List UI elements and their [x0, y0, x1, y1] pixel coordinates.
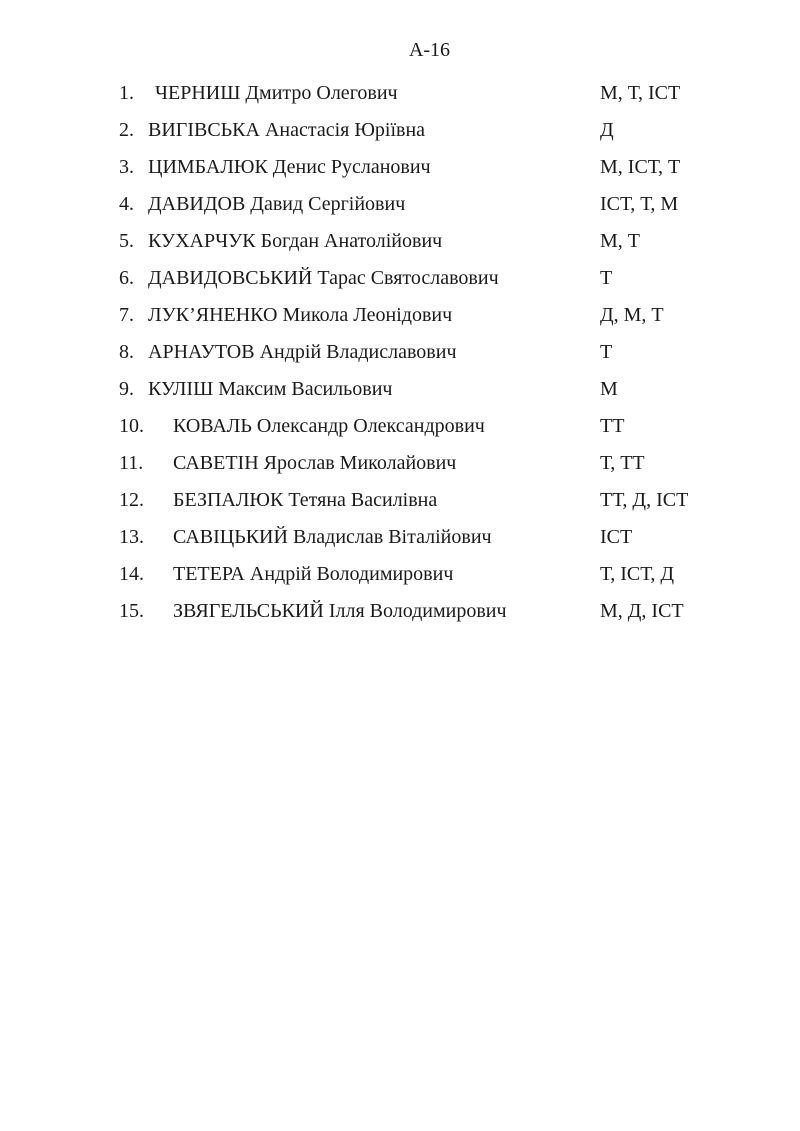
list-item-number: 2. — [119, 119, 134, 141]
list-item-codes: ІСТ, Т, М — [600, 193, 679, 215]
list-item — [119, 601, 779, 621]
list-item-name: САВІЦЬКИЙ Владислав Віталійович — [173, 526, 492, 548]
list-item-name: ЦИМБАЛЮК Денис Русланович — [148, 156, 431, 178]
list-item-name: КУЛІШ Максим Васильович — [148, 378, 393, 400]
list-item-codes: Т — [600, 341, 613, 363]
list-item-name: КОВАЛЬ Олександр Олександрович — [173, 415, 485, 437]
list-item — [119, 83, 779, 103]
list-item-codes: ТТ, Д, ІСТ — [600, 489, 689, 511]
list-item-number: 15. — [119, 600, 144, 622]
list-item-name: ДАВИДОВСЬКИЙ Тарас Святославович — [148, 267, 499, 289]
list-item — [119, 342, 779, 362]
list-item-codes: М, Т — [600, 230, 640, 252]
list-item-name: АРНАУТОВ Андрій Владиславович — [148, 341, 457, 363]
list-item — [119, 194, 779, 214]
list-item — [119, 416, 779, 436]
list-item — [119, 157, 779, 177]
list-item-name: ЗВЯГЕЛЬСЬКИЙ Ілля Володимирович — [173, 600, 507, 622]
list-item-number: 10. — [119, 415, 144, 437]
list-item-name: ДАВИДОВ Давид Сергійович — [148, 193, 406, 215]
list-item-number: 12. — [119, 489, 144, 511]
list-item-name: БЕЗПАЛЮК Тетяна Василівна — [173, 489, 438, 511]
list-item-codes: Т, ТТ — [600, 452, 645, 474]
list-item-codes: М, ІСТ, Т — [600, 156, 681, 178]
list-item-codes: М, Т, ІСТ — [600, 82, 681, 104]
list-item-name: ЛУК’ЯНЕНКО Микола Леонідович — [148, 304, 453, 326]
list-item-number: 11. — [119, 452, 144, 474]
list-item-number: 14. — [119, 563, 144, 585]
list-item-codes: ТТ — [600, 415, 625, 437]
list-item-codes: Т — [600, 267, 613, 289]
list-item — [119, 527, 779, 547]
list-item-name: ЧЕРНИШ Дмитро Олегович — [155, 82, 398, 104]
list-item — [119, 379, 779, 399]
list-item-number: 13. — [119, 526, 144, 548]
list-item-number: 5. — [119, 230, 134, 252]
list-item-name: САВЕТІН Ярослав Миколайович — [173, 452, 457, 474]
list-item-number: 1. — [119, 82, 134, 104]
list-item-number: 6. — [119, 267, 134, 289]
list-item-name: ВИГІВСЬКА Анастасія Юріївна — [148, 119, 426, 141]
page-title: А-16 — [408, 39, 451, 61]
list-item-codes: Т, ІСТ, Д — [600, 563, 675, 585]
list-item — [119, 231, 779, 251]
list-item-codes: Д — [600, 119, 614, 141]
list-item-name: КУХАРЧУК Богдан Анатолійович — [148, 230, 443, 252]
list-item — [119, 564, 779, 584]
list-item-codes: Д, М, Т — [600, 304, 664, 326]
list-item-number: 9. — [119, 378, 134, 400]
list-item-name: ТЕТЕРА Андрій Володимирович — [173, 563, 454, 585]
list-item-number: 3. — [119, 156, 134, 178]
list-item — [119, 120, 779, 140]
list-item — [119, 268, 779, 288]
list-item — [119, 490, 779, 510]
list-item — [119, 305, 779, 325]
list-item-codes: ІСТ — [600, 526, 633, 548]
list-item-codes: М, Д, ІСТ — [600, 600, 684, 622]
list-item-number: 7. — [119, 304, 134, 326]
list-item-codes: М — [600, 378, 618, 400]
list-item-number: 8. — [119, 341, 134, 363]
list-item — [119, 453, 779, 473]
list-item-number: 4. — [119, 193, 134, 215]
